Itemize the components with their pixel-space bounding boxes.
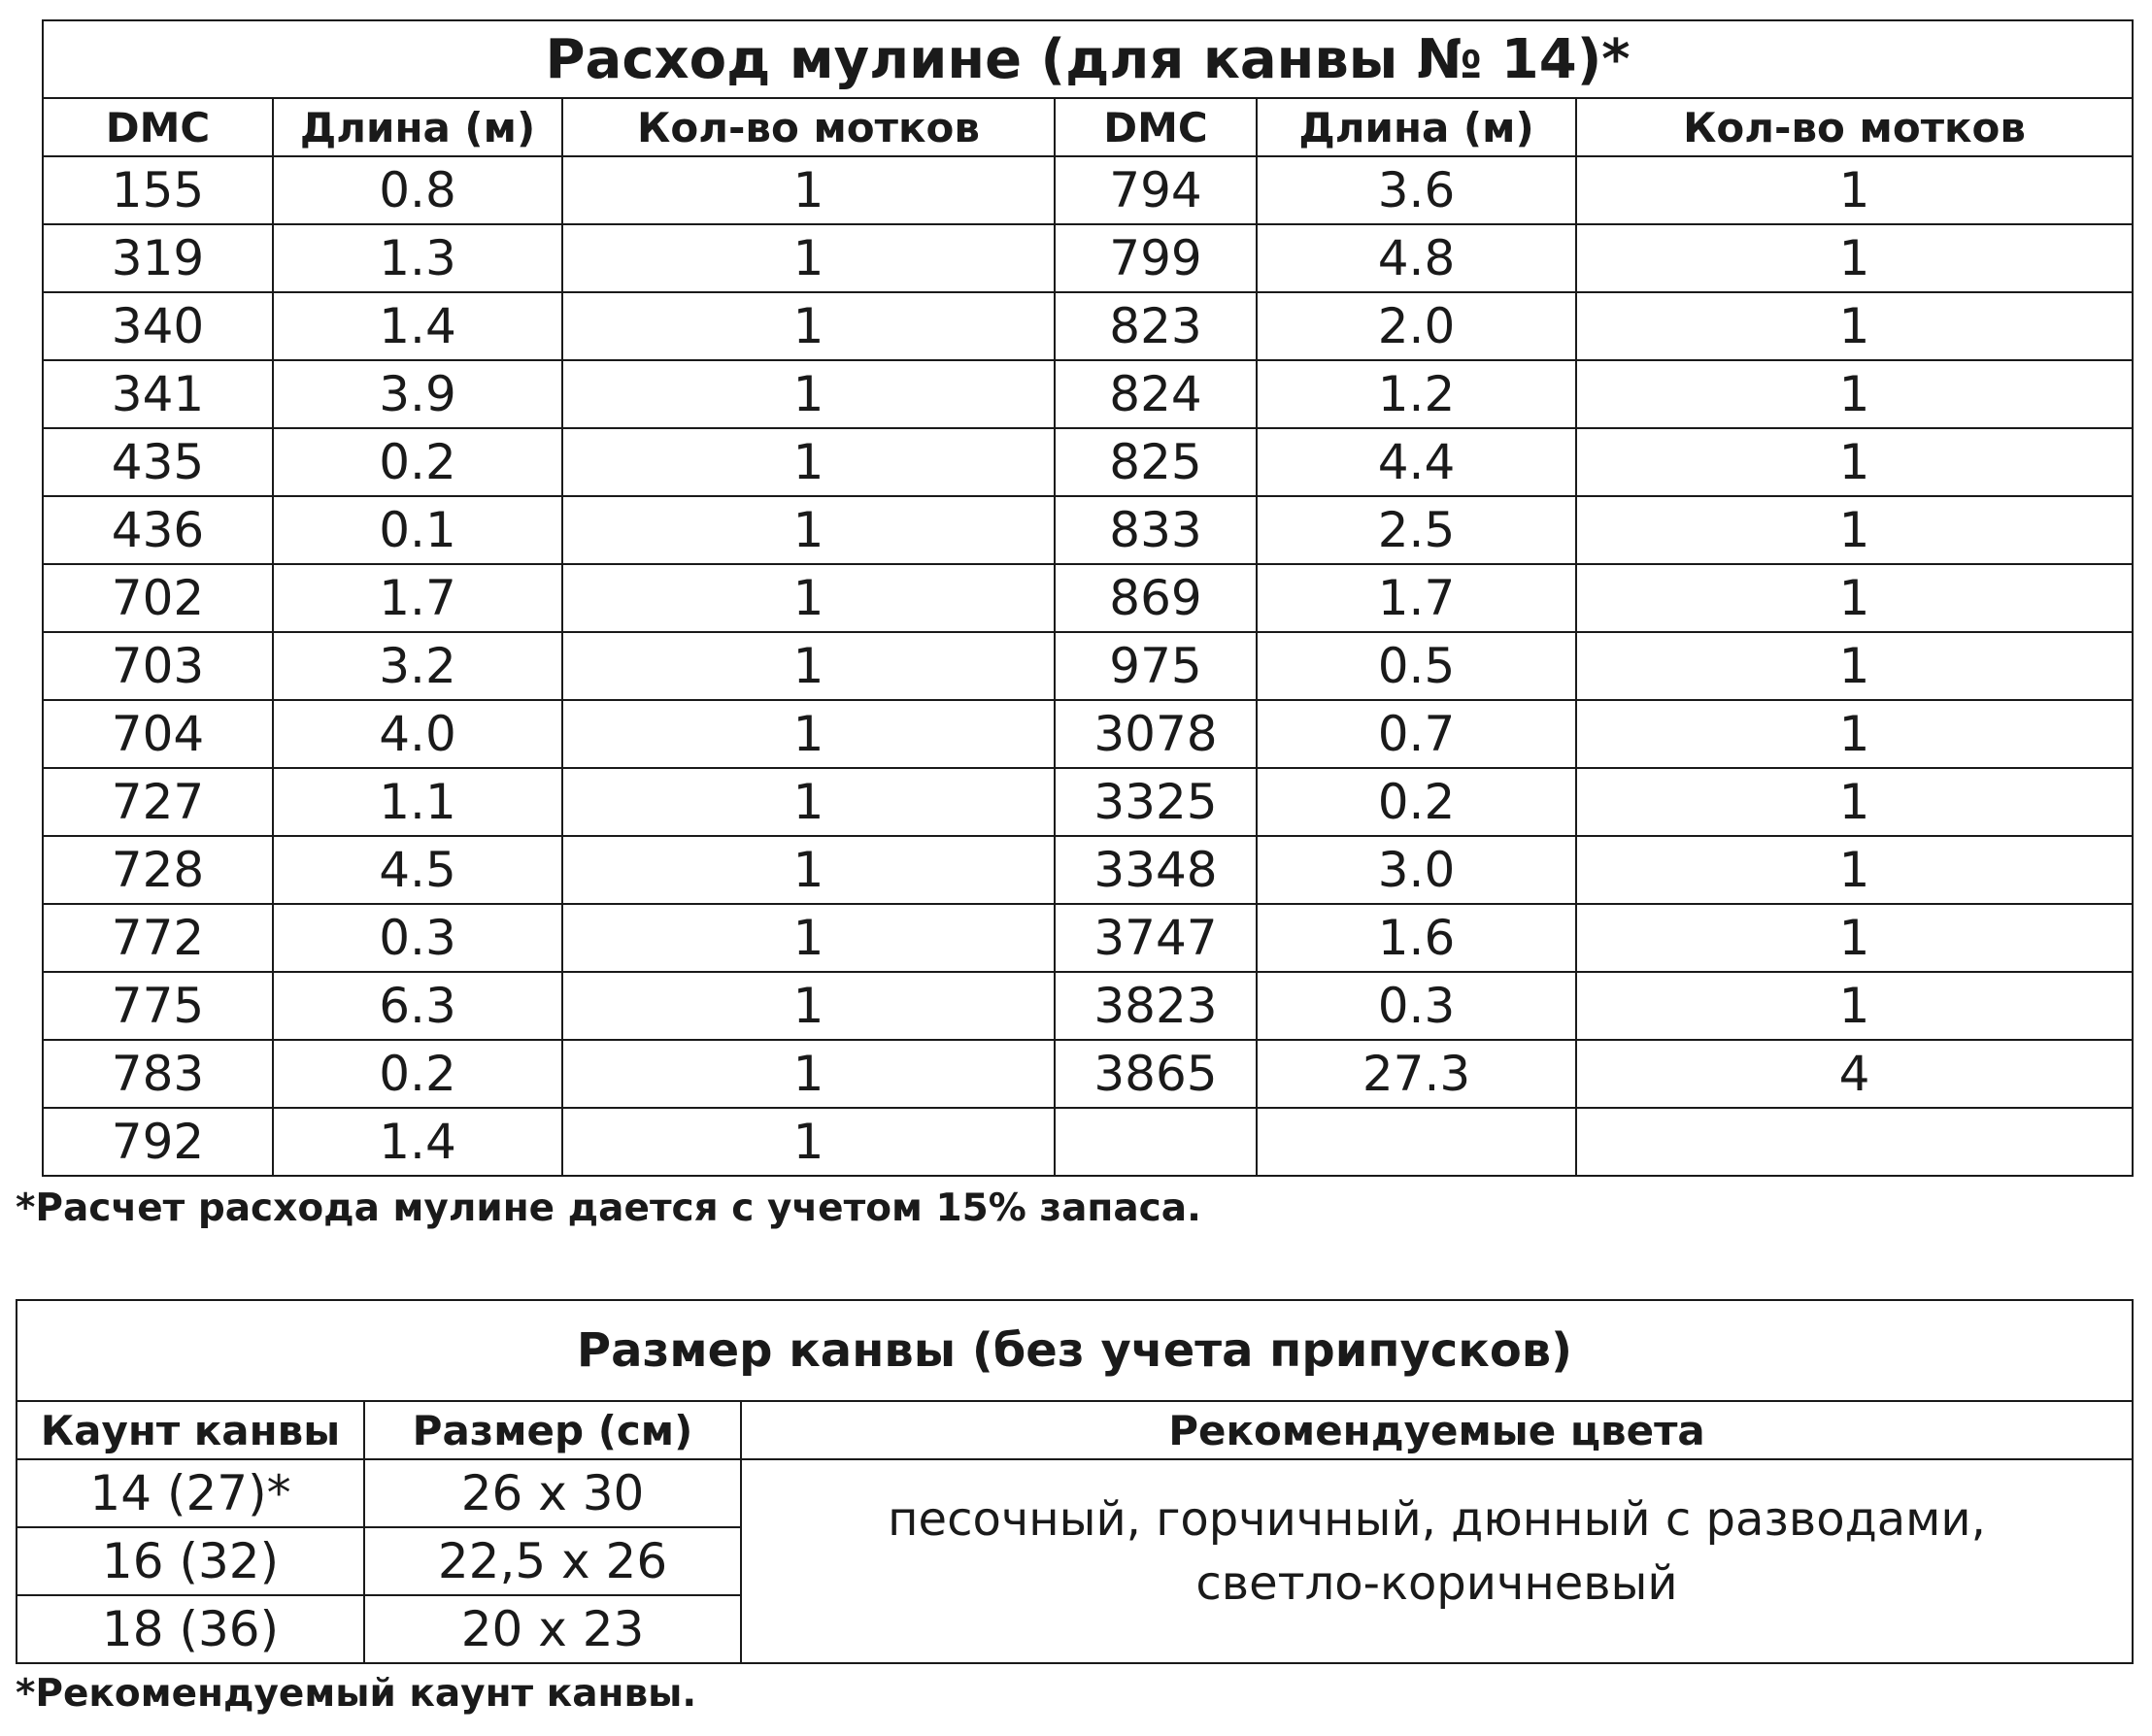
thread-footnote: *Расчет расхода мулине дается с учетом 15% запаса. <box>16 1186 1201 1230</box>
length-cell: 0.3 <box>1257 972 1576 1040</box>
skein-count-cell: 1 <box>562 972 1055 1040</box>
canvas-size-table <box>16 1299 2134 1664</box>
dmc-code-cell: 703 <box>43 632 273 700</box>
skein-count-cell: 1 <box>562 224 1055 292</box>
length-cell: 0.3 <box>273 904 562 972</box>
skein-count-cell: 1 <box>562 292 1055 360</box>
skein-count-cell: 1 <box>1576 768 2133 836</box>
skein-count-cell: 1 <box>1576 156 2133 224</box>
thread-row <box>43 496 2133 564</box>
length-cell: 0.5 <box>1257 632 1576 700</box>
thread-row <box>43 972 2133 1040</box>
skein-count-cell: 1 <box>1576 904 2133 972</box>
thread-table-title: Расход мулине (для канвы № 14)* <box>43 20 2133 98</box>
thread-row <box>43 836 2133 904</box>
length-cell: 27.3 <box>1257 1040 1576 1108</box>
length-cell: 1.6 <box>1257 904 1576 972</box>
canvas-size-cell: 22,5 x 26 <box>364 1527 741 1595</box>
length-cell: 4.8 <box>1257 224 1576 292</box>
skein-count-cell: 1 <box>1576 564 2133 632</box>
skein-count-cell: 1 <box>1576 428 2133 496</box>
skein-count-cell: 1 <box>562 428 1055 496</box>
dmc-code-cell: 727 <box>43 768 273 836</box>
thread-table-body <box>43 156 2133 1176</box>
dmc-code-cell: 341 <box>43 360 273 428</box>
canvas-count-footnote: *Рекомендуемый каунт канвы. <box>16 1672 697 1716</box>
canvas-count-cell: 14 (27)* <box>17 1459 364 1527</box>
header-length-m: Длина (м) <box>273 98 562 156</box>
skein-count-cell: 1 <box>562 564 1055 632</box>
header-skein-count: Кол-во мотков <box>562 98 1055 156</box>
thread-row <box>43 700 2133 768</box>
length-cell: 2.5 <box>1257 496 1576 564</box>
dmc-code-cell <box>1055 1108 1257 1176</box>
skein-count-cell: 1 <box>1576 292 2133 360</box>
size-row <box>17 1459 2133 1527</box>
canvas-count-cell: 18 (36) <box>17 1595 364 1663</box>
skein-count-cell: 1 <box>562 632 1055 700</box>
dmc-code-cell: 3865 <box>1055 1040 1257 1108</box>
length-cell: 0.2 <box>273 1040 562 1108</box>
dmc-code-cell: 3348 <box>1055 836 1257 904</box>
header-skein-count: Кол-во мотков <box>1576 98 2133 156</box>
skein-count-cell: 1 <box>1576 360 2133 428</box>
dmc-code-cell: 319 <box>43 224 273 292</box>
skein-count-cell: 1 <box>562 360 1055 428</box>
header-recommended-colors: Рекомендуемые цвета <box>741 1401 2133 1459</box>
dmc-code-cell: 783 <box>43 1040 273 1108</box>
thread-row <box>43 904 2133 972</box>
thread-row <box>43 428 2133 496</box>
length-cell: 1.2 <box>1257 360 1576 428</box>
thread-row <box>43 1108 2133 1176</box>
thread-row <box>43 768 2133 836</box>
skein-count-cell: 1 <box>562 1108 1055 1176</box>
length-cell: 1.1 <box>273 768 562 836</box>
dmc-code-cell: 3078 <box>1055 700 1257 768</box>
length-cell: 4.4 <box>1257 428 1576 496</box>
dmc-code-cell: 3823 <box>1055 972 1257 1040</box>
dmc-code-cell: 792 <box>43 1108 273 1176</box>
canvas-count-cell: 16 (32) <box>17 1527 364 1595</box>
thread-row <box>43 224 2133 292</box>
dmc-code-cell: 824 <box>1055 360 1257 428</box>
length-cell: 1.7 <box>1257 564 1576 632</box>
skein-count-cell: 1 <box>1576 972 2133 1040</box>
size-table-title-row <box>17 1300 2133 1401</box>
thread-table-title-row <box>43 20 2133 98</box>
length-cell: 3.9 <box>273 360 562 428</box>
skein-count-cell: 1 <box>562 156 1055 224</box>
dmc-code-cell: 3747 <box>1055 904 1257 972</box>
length-cell: 1.3 <box>273 224 562 292</box>
dmc-code-cell: 728 <box>43 836 273 904</box>
length-cell: 0.7 <box>1257 700 1576 768</box>
dmc-code-cell: 825 <box>1055 428 1257 496</box>
dmc-code-cell: 702 <box>43 564 273 632</box>
dmc-code-cell: 869 <box>1055 564 1257 632</box>
skein-count-cell: 1 <box>1576 700 2133 768</box>
thread-row <box>43 1040 2133 1108</box>
size-table-body <box>17 1459 2133 1663</box>
header-length-m: Длина (м) <box>1257 98 1576 156</box>
length-cell: 3.6 <box>1257 156 1576 224</box>
header-canvas-count: Каунт канвы <box>17 1401 364 1459</box>
thread-usage-table <box>42 19 2134 1177</box>
dmc-code-cell: 794 <box>1055 156 1257 224</box>
dmc-code-cell: 435 <box>43 428 273 496</box>
length-cell: 0.2 <box>273 428 562 496</box>
thread-row <box>43 360 2133 428</box>
length-cell: 1.7 <box>273 564 562 632</box>
header-dmc: DMC <box>1055 98 1257 156</box>
dmc-code-cell: 833 <box>1055 496 1257 564</box>
dmc-code-cell: 704 <box>43 700 273 768</box>
dmc-code-cell: 823 <box>1055 292 1257 360</box>
size-table-header-row <box>17 1401 2133 1459</box>
size-table-title: Размер канвы (без учета припусков) <box>17 1300 2133 1401</box>
skein-count-cell <box>1576 1108 2133 1176</box>
length-cell: 1.4 <box>273 292 562 360</box>
length-cell: 0.1 <box>273 496 562 564</box>
canvas-size-cell: 26 x 30 <box>364 1459 741 1527</box>
recommended-colors-line: светло-коричневый <box>1195 1556 1678 1611</box>
thread-row <box>43 632 2133 700</box>
thread-row <box>43 156 2133 224</box>
canvas-size-cell: 20 x 23 <box>364 1595 741 1663</box>
length-cell: 3.2 <box>273 632 562 700</box>
thread-row <box>43 564 2133 632</box>
dmc-code-cell: 340 <box>43 292 273 360</box>
dmc-code-cell: 155 <box>43 156 273 224</box>
dmc-code-cell: 775 <box>43 972 273 1040</box>
dmc-code-cell: 3325 <box>1055 768 1257 836</box>
skein-count-cell: 1 <box>1576 224 2133 292</box>
skein-count-cell: 1 <box>562 496 1055 564</box>
recommended-colors-cell <box>741 1459 2133 1663</box>
length-cell: 2.0 <box>1257 292 1576 360</box>
length-cell: 4.0 <box>273 700 562 768</box>
thread-table-header-row <box>43 98 2133 156</box>
header-size-cm: Размер (см) <box>364 1401 741 1459</box>
dmc-code-cell: 975 <box>1055 632 1257 700</box>
skein-count-cell: 1 <box>562 904 1055 972</box>
skein-count-cell: 1 <box>562 700 1055 768</box>
dmc-code-cell: 799 <box>1055 224 1257 292</box>
length-cell: 0.8 <box>273 156 562 224</box>
recommended-colors-line: песочный, горчичный, дюнный с разводами, <box>888 1492 1986 1547</box>
dmc-code-cell: 436 <box>43 496 273 564</box>
skein-count-cell: 1 <box>1576 632 2133 700</box>
length-cell <box>1257 1108 1576 1176</box>
skein-count-cell: 4 <box>1576 1040 2133 1108</box>
length-cell: 3.0 <box>1257 836 1576 904</box>
skein-count-cell: 1 <box>562 1040 1055 1108</box>
skein-count-cell: 1 <box>562 768 1055 836</box>
skein-count-cell: 1 <box>1576 496 2133 564</box>
length-cell: 0.2 <box>1257 768 1576 836</box>
length-cell: 4.5 <box>273 836 562 904</box>
skein-count-cell: 1 <box>1576 836 2133 904</box>
length-cell: 6.3 <box>273 972 562 1040</box>
skein-count-cell: 1 <box>562 836 1055 904</box>
dmc-code-cell: 772 <box>43 904 273 972</box>
length-cell: 1.4 <box>273 1108 562 1176</box>
header-dmc: DMC <box>43 98 273 156</box>
thread-row <box>43 292 2133 360</box>
